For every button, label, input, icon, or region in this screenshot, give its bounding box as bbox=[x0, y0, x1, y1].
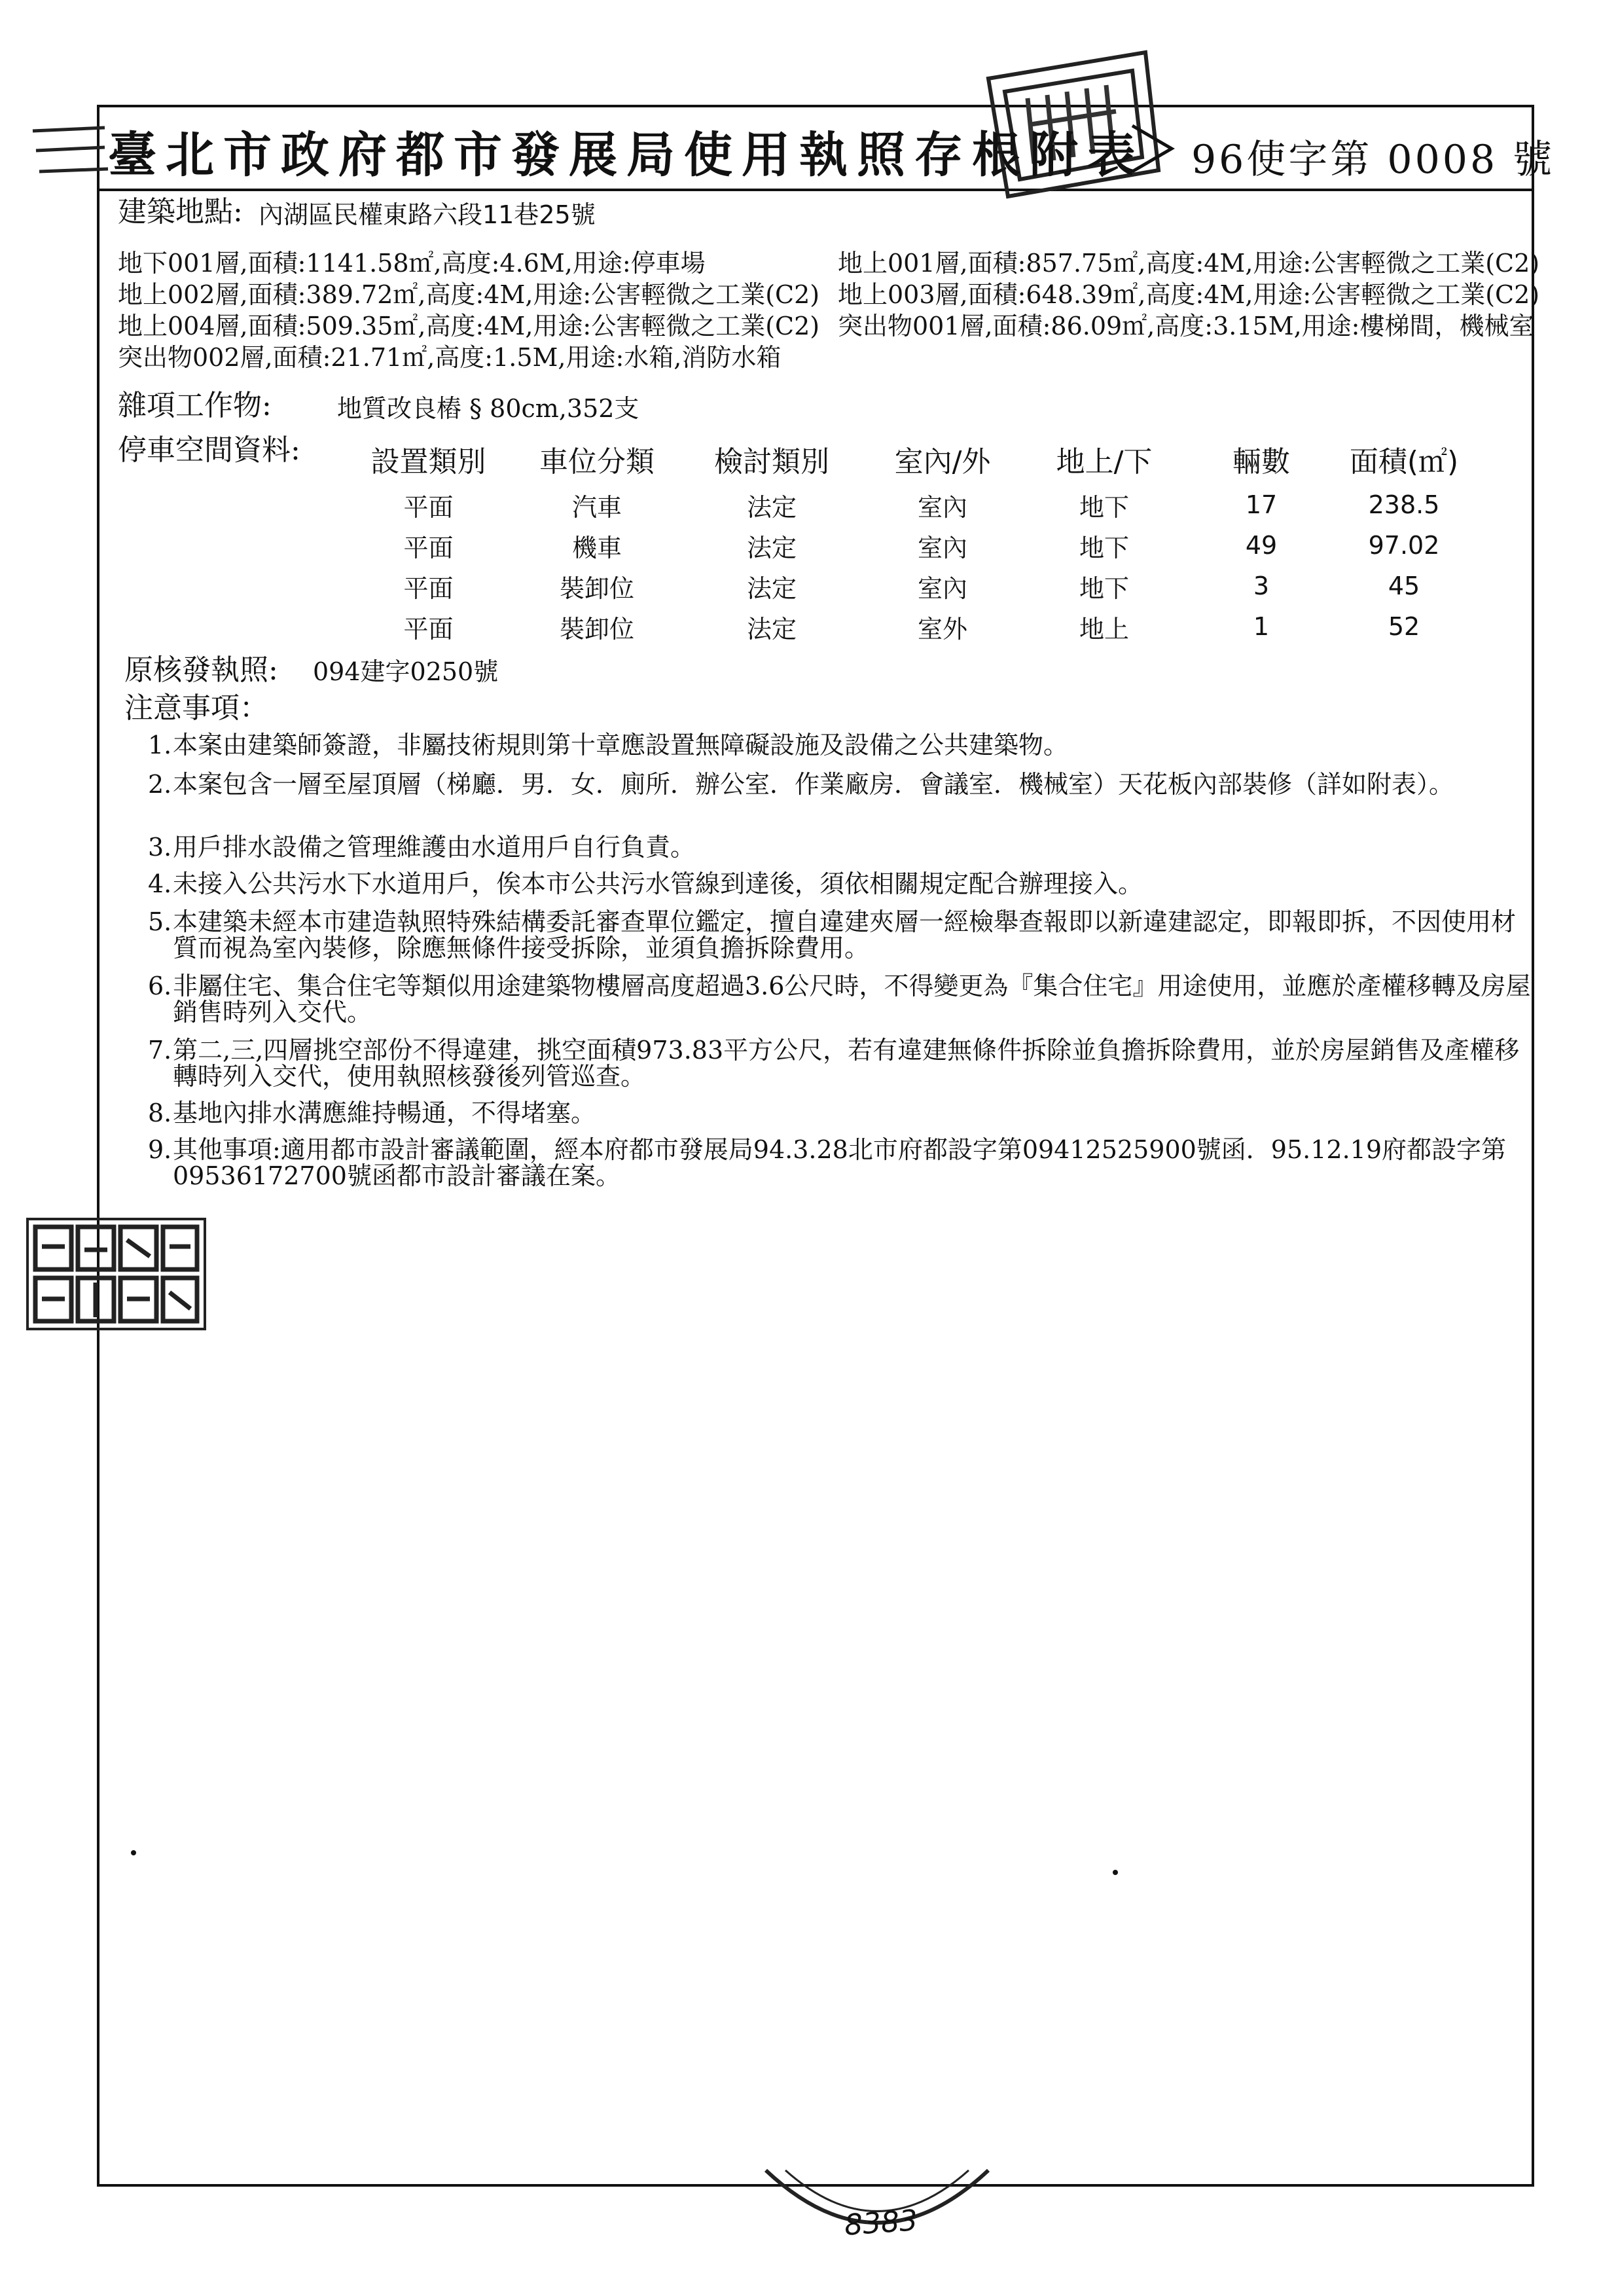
official-seal-left bbox=[26, 1218, 206, 1330]
note-text: 本案包含一層至屋頂層（梯廳．男．女．廁所．辦公室．作業廠房．會議室．機械室）天花板內部裝修（詳如附表）。 bbox=[173, 770, 1454, 799]
title-divider bbox=[97, 189, 1534, 191]
table-cell: 法定 bbox=[746, 533, 797, 562]
note-text: 第二,三,四層挑空部份不得違建，挑空面積973.83平方公尺，若有違建無條件拆除並負擔拆除費用，並於房屋銷售及產權移轉時列入交代，使用執照核發後列管巡查。 bbox=[173, 1036, 1520, 1091]
table-row bbox=[346, 525, 1469, 566]
floor-right-3: 突出物001層,面積:86.09㎡,高度:3.15M,用途:樓梯間，機械室 bbox=[838, 312, 1534, 340]
parking-header: 面積(㎡) bbox=[1349, 445, 1459, 479]
misc-works-label: 雜項工作物: bbox=[118, 389, 272, 422]
note-number: 2. bbox=[148, 770, 172, 799]
table-cell: 裝卸位 bbox=[559, 614, 634, 644]
table-cell: 法定 bbox=[746, 574, 797, 603]
scan-dot bbox=[1113, 1870, 1118, 1875]
parking-header: 車位分類 bbox=[539, 445, 655, 479]
table-cell: 地下 bbox=[1079, 574, 1129, 603]
seal-glyphs-icon bbox=[29, 1220, 204, 1328]
note-number: 3. bbox=[148, 833, 172, 862]
parking-header: 地上/下 bbox=[1056, 445, 1153, 479]
note-text: 基地內排水溝應維持暢通，不得堵塞。 bbox=[173, 1099, 596, 1127]
note-number: 8. bbox=[148, 1099, 172, 1127]
note-number: 6. bbox=[148, 972, 172, 1000]
floor-left-2: 地上002層,面積:389.72㎡,高度:4M,用途:公害輕微之工業(C2) bbox=[118, 280, 820, 309]
table-cell: 地下 bbox=[1079, 492, 1129, 522]
parking-label: 停車空間資料: bbox=[118, 433, 300, 467]
parking-header: 設置類別 bbox=[370, 445, 486, 479]
note-text: 非屬住宅、集合住宅等類似用途建築物樓層高度超過3.6公尺時，不得變更為『集合住宅』用途使用，並應於產權移轉及房屋銷售時列入交代。 bbox=[173, 972, 1531, 1027]
table-cell: 裝卸位 bbox=[559, 574, 634, 603]
table-cell: 49 bbox=[1245, 531, 1278, 560]
scan-dot bbox=[131, 1850, 136, 1855]
margin-mark bbox=[26, 111, 111, 183]
table-cell: 3 bbox=[1253, 572, 1270, 600]
note-text: 用戶排水設備之管理維護由水道用戶自行負責。 bbox=[173, 833, 696, 862]
misc-works-value: 地質改良樁 § 80cm,352支 bbox=[337, 394, 639, 423]
note-number: 9. bbox=[148, 1135, 172, 1164]
table-cell: 室內 bbox=[917, 492, 967, 522]
table-cell: 52 bbox=[1388, 612, 1420, 641]
page-title: 臺北市政府都市發展局使用執照存根附表 bbox=[108, 127, 1145, 183]
floor-left-4: 突出物002層,面積:21.71㎡,高度:1.5M,用途:水箱,消防水箱 bbox=[118, 343, 782, 372]
floor-left-1: 地下001層,面積:1141.58㎡,高度:4.6M,用途:停車場 bbox=[118, 249, 706, 278]
parking-header: 室內/外 bbox=[894, 445, 991, 479]
floor-left-3: 地上004層,面積:509.35㎡,高度:4M,用途:公害輕微之工業(C2) bbox=[118, 312, 820, 340]
parking-table bbox=[346, 433, 1469, 647]
table-cell: 平面 bbox=[403, 533, 454, 562]
document-number: 96使字第 0008 號 bbox=[1191, 137, 1555, 183]
note-text: 本建築未經本市建造執照特殊結構委託審查單位鑑定，擅自違建夾層一經檢舉查報即以新違建認定，即報即拆，不因使用材質而視為室內裝修，除應無條件接受拆除，並須負擔拆除費用。 bbox=[173, 907, 1517, 962]
table-cell: 1 bbox=[1253, 612, 1270, 641]
arrow-icon bbox=[1126, 119, 1178, 178]
table-cell: 機車 bbox=[571, 533, 622, 562]
note-number: 5. bbox=[148, 907, 172, 936]
table-cell: 法定 bbox=[746, 614, 797, 644]
site-value: 內湖區民權東路六段11巷25號 bbox=[259, 200, 596, 229]
floor-right-1: 地上001層,面積:857.75㎡,高度:4M,用途:公害輕微之工業(C2) bbox=[838, 249, 1540, 278]
note-number: 1. bbox=[148, 731, 172, 759]
note-text: 本案由建築師簽證，非屬技術規則第十章應設置無障礙設施及設備之公共建築物。 bbox=[173, 731, 1069, 759]
table-cell: 室外 bbox=[917, 614, 967, 644]
table-cell: 45 bbox=[1388, 572, 1420, 600]
original-permit-label: 原核發執照: bbox=[124, 653, 278, 687]
note-text: 未接入公共污水下水道用戶，俟本市公共污水管線到達後，須依相關規定配合辦理接入。 bbox=[173, 869, 1143, 898]
table-cell: 平面 bbox=[403, 574, 454, 603]
table-row bbox=[346, 484, 1469, 525]
note-number: 7. bbox=[148, 1036, 172, 1065]
table-cell: 室內 bbox=[917, 533, 967, 562]
table-cell: 法定 bbox=[746, 492, 797, 522]
table-cell: 97.02 bbox=[1368, 531, 1440, 560]
parking-header: 輛數 bbox=[1232, 445, 1290, 479]
notes-heading: 注意事項： bbox=[124, 691, 268, 725]
table-cell: 汽車 bbox=[571, 492, 622, 522]
note-number: 4. bbox=[148, 869, 172, 898]
original-permit-value: 094建字0250號 bbox=[313, 657, 499, 686]
table-cell: 238.5 bbox=[1368, 490, 1440, 519]
stamp-number: 8383 bbox=[843, 2204, 919, 2242]
table-cell: 地下 bbox=[1079, 533, 1129, 562]
table-cell: 平面 bbox=[403, 614, 454, 644]
table-cell: 室內 bbox=[917, 574, 967, 603]
table-cell: 平面 bbox=[403, 492, 454, 522]
table-cell: 地上 bbox=[1079, 614, 1129, 644]
parking-header-row bbox=[346, 433, 1469, 484]
table-row bbox=[346, 566, 1469, 606]
note-text: 其他事項:適用都市設計審議範圍，經本府都市發展局94.3.28北市府都設字第09412525900號函．95.12.19府都設字第09536172700號函都市設計審議在案。 bbox=[173, 1135, 1507, 1190]
table-row bbox=[346, 606, 1469, 647]
parking-header: 檢討類別 bbox=[714, 445, 829, 479]
table-cell: 17 bbox=[1245, 490, 1278, 519]
floor-right-2: 地上003層,面積:648.39㎡,高度:4M,用途:公害輕微之工業(C2) bbox=[838, 280, 1540, 309]
site-label: 建築地點: bbox=[118, 195, 243, 228]
